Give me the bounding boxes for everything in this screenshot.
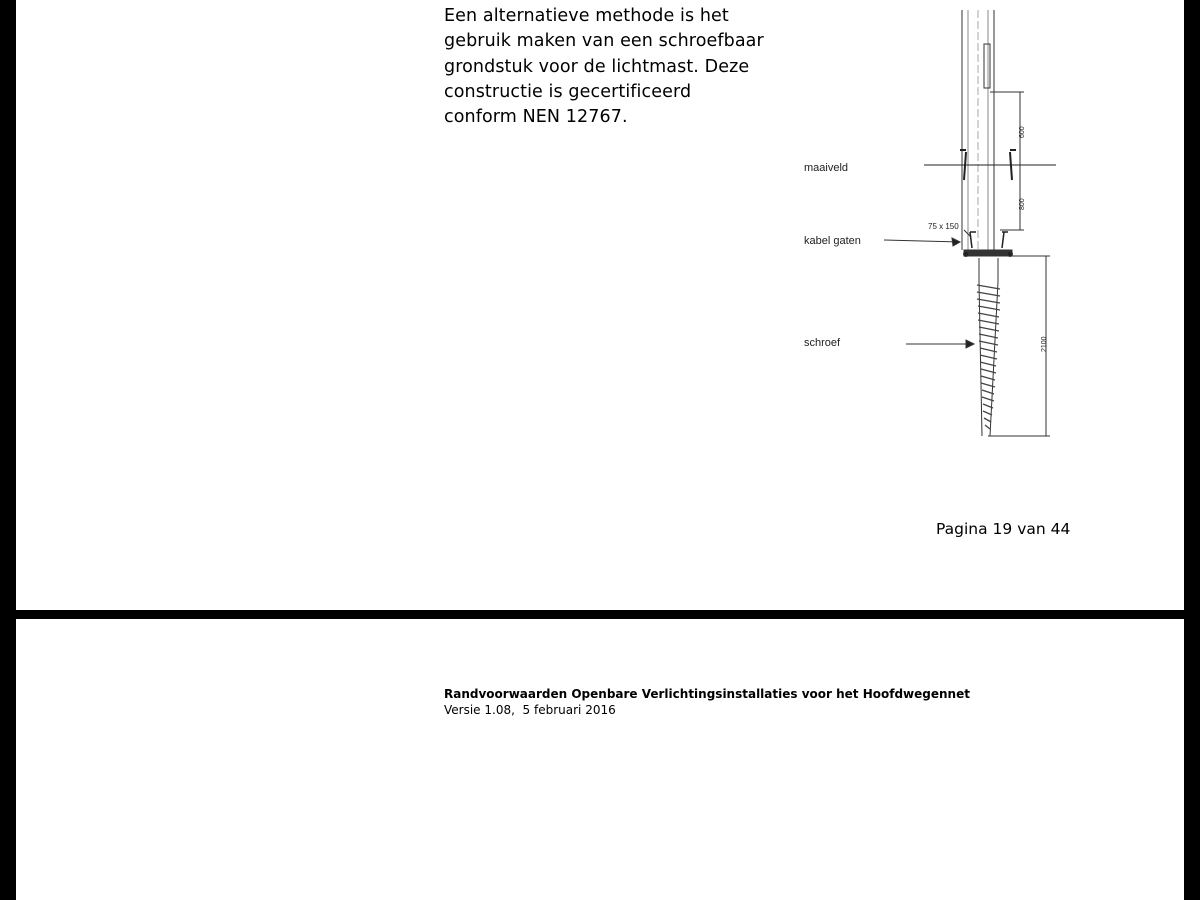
flange-bolt-left xyxy=(964,252,969,257)
label-maaiveld: maaiveld xyxy=(804,162,849,174)
arrow-schroef-head xyxy=(966,340,974,348)
label-schroef: schroef xyxy=(804,337,841,349)
hole-right xyxy=(1002,232,1008,248)
arrow-hole-line xyxy=(964,230,970,236)
page-19 xyxy=(16,0,1184,610)
running-header-title: Randvoorwaarden Openbare Verlichtingsinstallaties voor het Hoofdwegennet xyxy=(444,687,970,701)
flange-bolt-right xyxy=(1008,252,1013,257)
arrow-kabel-line xyxy=(884,240,960,242)
label-kabel-gaten: kabel gaten xyxy=(804,235,861,247)
dim-label-screw: 2100 xyxy=(1041,336,1048,352)
running-header-version: Versie 1.08, 5 februari 2016 xyxy=(444,703,616,717)
screw-shaft-left xyxy=(979,258,982,436)
flange-plate xyxy=(964,250,1012,256)
mast-slot xyxy=(984,44,990,88)
page-number: Pagina 19 van 44 xyxy=(936,520,1071,538)
body-paragraph: Een alternatieve methode is het gebruik maken van een schroefbaar grondstuk voor de lichtmast. Deze constructie is gecertificeerd conform NEN 12767. xyxy=(444,6,764,128)
arrow-kabel-head xyxy=(952,238,960,246)
screw-foundation-drawing xyxy=(774,0,1074,470)
screw-shaft-right xyxy=(990,258,998,436)
page-20 xyxy=(16,619,1184,900)
dim-label-upper: 600 xyxy=(1019,126,1026,138)
hole-left xyxy=(970,232,976,248)
dim-label-lower: 800 xyxy=(1019,198,1026,210)
dim-label-hole: 75 x 150 xyxy=(928,222,959,231)
